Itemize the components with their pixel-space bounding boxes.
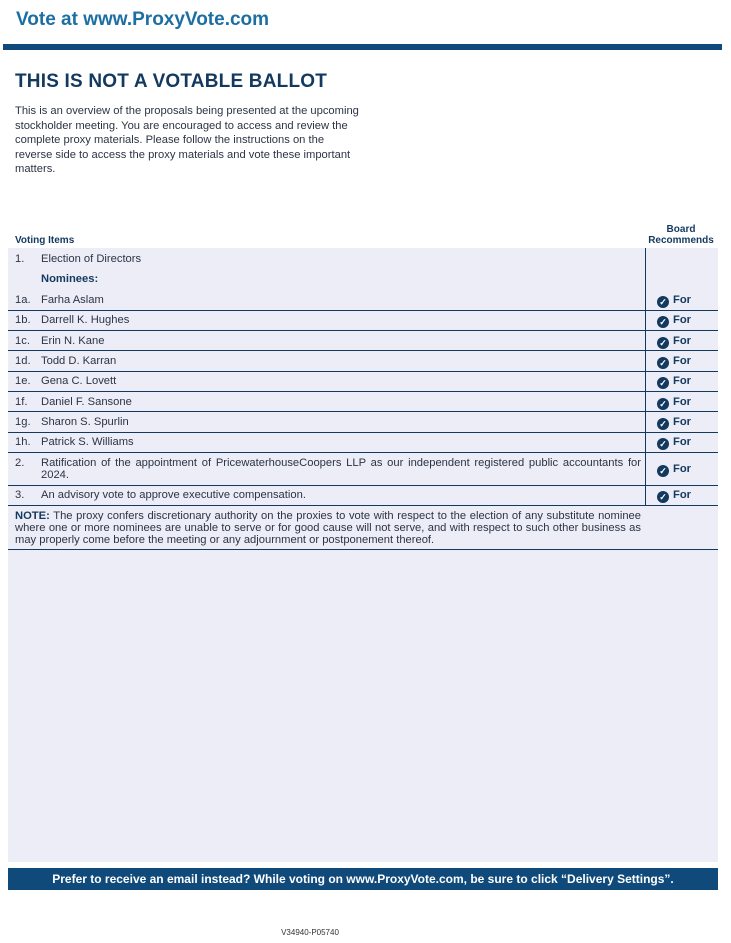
recommendation-label: For	[673, 375, 692, 387]
document-code: V34940-P05740	[281, 928, 339, 937]
check-circle-icon: ✓	[657, 418, 669, 430]
nominee-number: 1b.	[15, 314, 31, 326]
row-divider	[8, 432, 718, 433]
note-text	[15, 510, 641, 546]
nominee-number: 1d.	[15, 355, 31, 367]
recommendation-label: For	[673, 463, 692, 475]
recommendation-label: For	[673, 416, 692, 428]
row-divider	[8, 411, 718, 412]
nominee-name: Darrell K. Hughes	[41, 314, 130, 326]
recommendation	[649, 335, 718, 349]
nominee-number: 1h.	[15, 436, 31, 448]
recommendation-label: For	[673, 396, 692, 408]
recommendation-label: For	[673, 294, 692, 306]
recommendation	[649, 416, 718, 430]
recommendation-label: For	[673, 314, 692, 326]
item-2-row	[8, 457, 718, 485]
nominees-label: Nominees:	[41, 273, 99, 285]
check-circle-icon: ✓	[657, 357, 669, 369]
intro-text: This is an overview of the proposals being presented at the upcoming stockholder meeting. You are encouraged to access and review the complete proxy materials. Please follow the instructions on the reverse side to access the proxy materials and vote these important matters.	[15, 105, 359, 175]
nominee-number: 1f.	[15, 396, 28, 408]
nominee-number: 1c.	[15, 335, 30, 347]
item-number: 3.	[15, 489, 25, 501]
recommendation-label: For	[673, 355, 692, 367]
check-circle-icon: ✓	[657, 377, 669, 389]
recommendation	[649, 463, 718, 477]
recommendation	[649, 436, 718, 450]
recommendation-label: For	[673, 436, 692, 448]
check-circle-icon: ✓	[657, 491, 669, 503]
header-rule	[3, 44, 722, 50]
nominee-name: Patrick S. Williams	[41, 436, 134, 448]
check-circle-icon: ✓	[657, 316, 669, 328]
voting-panel	[8, 248, 718, 862]
item-text: An advisory vote to approve executive compensation.	[41, 489, 306, 501]
row-divider	[8, 330, 718, 331]
recommendation	[649, 396, 718, 410]
item-text: Ratification of the appointment of PricewaterhouseCoopers LLP as our independent registered public accountants for 2024.	[41, 457, 641, 481]
check-circle-icon: ✓	[657, 465, 669, 477]
recommendation-label: For	[673, 335, 692, 347]
nominee-number: 1g.	[15, 416, 31, 428]
item-text: Election of Directors	[41, 253, 142, 265]
nominee-name: Erin N. Kane	[41, 335, 105, 347]
nominee-number: 1a.	[15, 294, 31, 306]
note-label: NOTE:	[15, 510, 50, 522]
delivery-settings-banner: Prefer to receive an email instead? While voting on www.ProxyVote.com, be sure to click “Delivery Settings”.	[8, 868, 718, 890]
nominee-number: 1e.	[15, 375, 31, 387]
row-divider	[8, 452, 718, 453]
recommendation-label: For	[673, 489, 692, 501]
recommendation	[649, 489, 718, 503]
nominee-name: Todd D. Karran	[41, 355, 117, 367]
note-divider	[8, 549, 718, 550]
check-circle-icon: ✓	[657, 438, 669, 450]
check-circle-icon: ✓	[657, 398, 669, 410]
site-title: Vote at www.ProxyVote.com	[16, 9, 270, 30]
recommends-label: Recommends	[648, 235, 714, 246]
row-divider	[8, 505, 718, 506]
item-number: 1.	[15, 253, 25, 265]
page-title: THIS IS NOT A VOTABLE BALLOT	[15, 71, 328, 92]
item-number: 2.	[15, 457, 25, 469]
voting-items-header: Voting Items	[15, 235, 75, 246]
recommendation	[649, 375, 718, 389]
check-circle-icon: ✓	[657, 337, 669, 349]
recommendation	[649, 314, 718, 328]
nominee-name: Farha Aslam	[41, 294, 104, 306]
board-recommends-header	[645, 224, 717, 246]
row-divider	[8, 485, 718, 486]
row-divider	[8, 310, 718, 311]
recommendation	[649, 355, 718, 369]
nominee-name: Daniel F. Sansone	[41, 396, 132, 408]
row-divider	[8, 350, 718, 351]
board-label: Board	[666, 224, 696, 235]
row-divider	[8, 391, 718, 392]
nominee-name: Gena C. Lovett	[41, 375, 117, 387]
note-body: The proxy confers discretionary authority on the proxies to vote with respect to the election of any substitute nominee where one or more nominees are unable to serve or for good cause will not serve, and with respect to such other business as may properly come before the meeting or any adjournment or postponement thereof.	[15, 510, 641, 546]
nominee-name: Sharon S. Spurlin	[41, 416, 129, 428]
check-circle-icon: ✓	[657, 296, 669, 308]
recommendation	[649, 294, 718, 308]
row-divider	[8, 371, 718, 372]
